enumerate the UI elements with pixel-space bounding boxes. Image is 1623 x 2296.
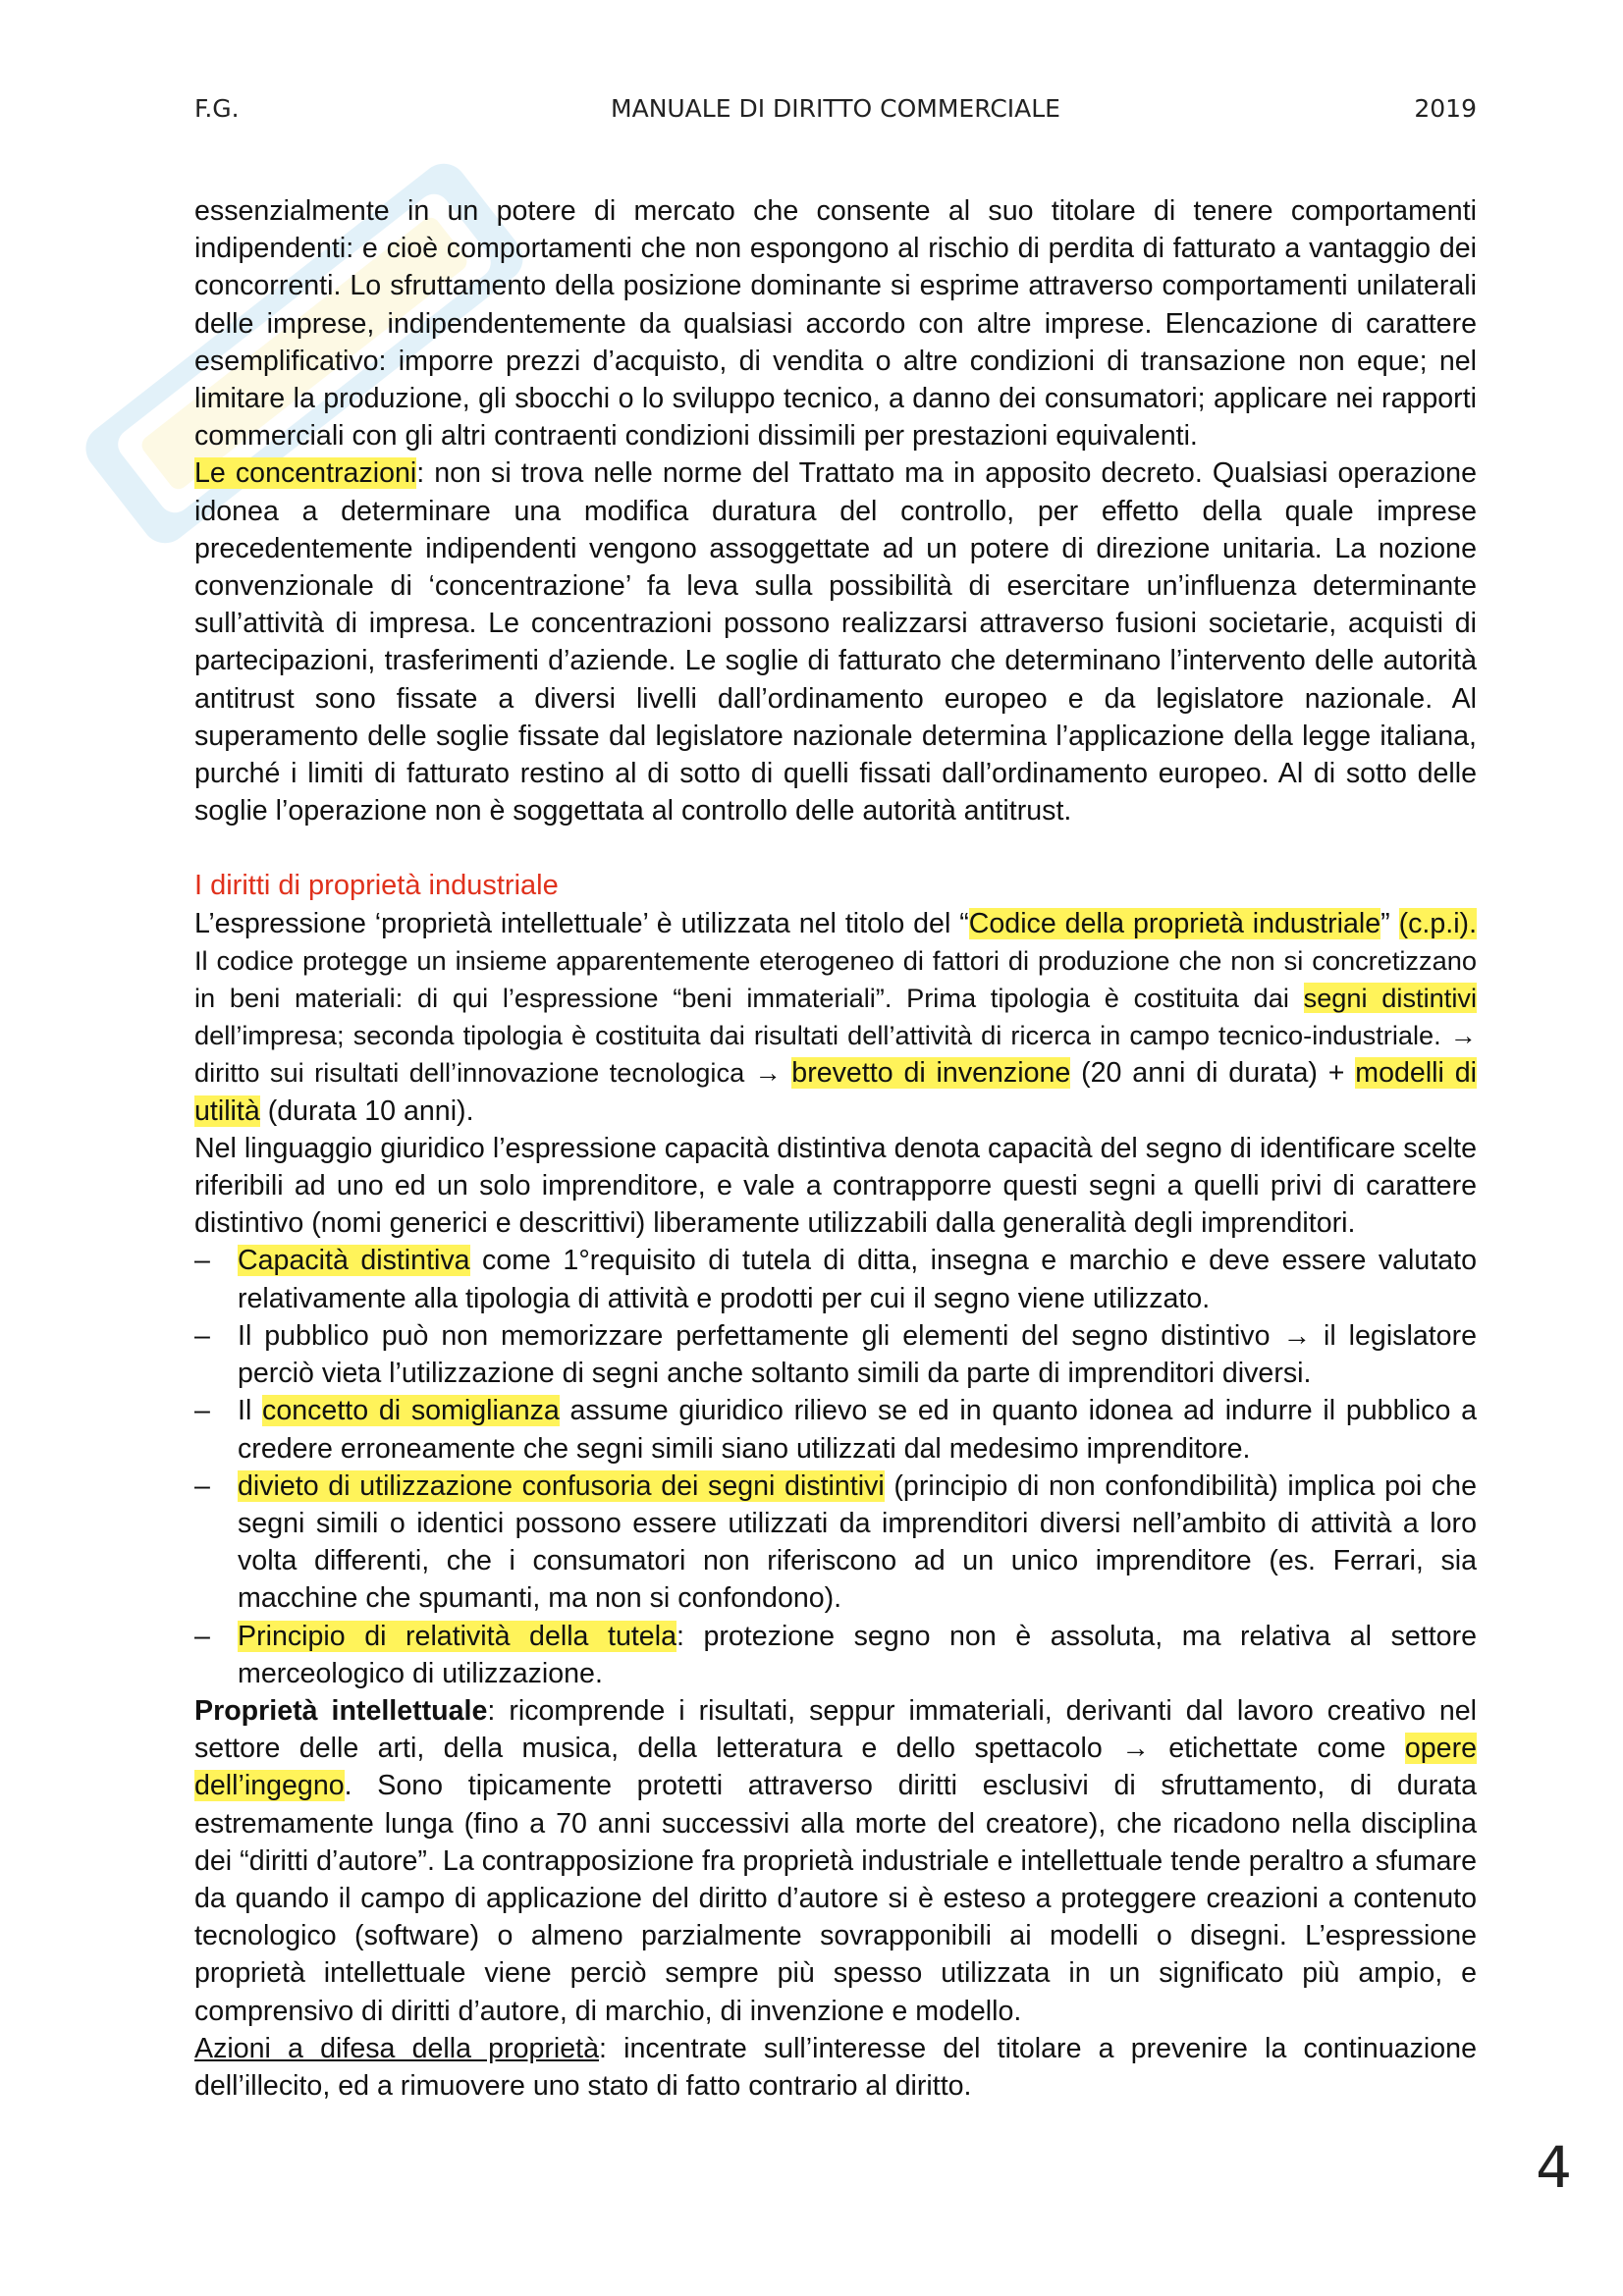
- highlight-somiglianza: concetto di somiglianza: [262, 1395, 560, 1427]
- text-run: assume giuridico rilievo se ed in quanto idonea ad indurre il pubblico a credere erroneamente che segni simili siano utilizzati dal medesimo imprenditore.: [238, 1395, 1477, 1465]
- text-run: : protezione segno non è assoluta, ma relativa al settore merceologico di utilizzazione.: [238, 1620, 1477, 1689]
- header-year: 2019: [1414, 94, 1477, 123]
- text-run: Il pubblico può non memorizzare perfettamente gli elementi del segno distintivo → il legislatore perciò vieta l’utilizzazione di segni anche soltanto simili da parte di imprenditori diversi.: [238, 1319, 1477, 1390]
- text-run: L’espressione ‘proprietà intellettuale’ è utilizzata nel titolo del “: [194, 907, 969, 939]
- page-header: [194, 94, 1477, 137]
- highlight-codice: Codice della proprietà industriale: [968, 907, 1381, 939]
- highlight-divieto: divieto di utilizzazione confusoria dei segni distintivi: [238, 1469, 885, 1502]
- header-title: MANUALE DI DIRITTO COMMERCIALE: [611, 94, 1060, 123]
- list-item: [194, 1618, 1477, 1692]
- text-run: : incentrate sull’interesse del titolare a prevenire la continuazione dell’illecito, ed a rimuovere uno stato di fatto contrario al diritto.: [194, 2032, 1477, 2102]
- dash-bullet: –: [194, 1469, 210, 1502]
- text-run: Il: [238, 1395, 263, 1427]
- highlight-cpi: (c.p.i).: [1398, 907, 1478, 939]
- dash-bullet: –: [194, 1620, 210, 1652]
- underlined-term: Azioni a difesa della proprietà: [194, 2032, 600, 2064]
- paragraph-dominant-position: essenzialmente in un potere di mercato che consente al suo titolare di tenere comportamenti indipendenti: e cioè comportamenti che non espongono al rischio di perdita di fatturato a vantaggio dei concorrenti. Lo sfruttamento della posizione dominante si esprime attraverso comportamenti unilaterali delle imprese, indipendentemente da qualsiasi accordo con altre imprese. Elencazione di carattere esemplificativo: imporre prezzi d’acquisto, di vendita o altre condizioni di transazione non eque; nel limitare la produzione, gli sbocchi o lo sviluppo tecnico, a danno dei consumatori; applicare nei rapporti commerciali con gli altri contraenti condizioni dissimili per prestazioni equivalenti.: [194, 195, 1477, 453]
- dash-bullet: –: [194, 1319, 210, 1352]
- page-number: 4: [1536, 2134, 1572, 2201]
- highlight-concentrations: Le concentrazioni: [194, 457, 417, 490]
- list-item: [194, 1392, 1477, 1467]
- header-author: F.G.: [194, 94, 240, 123]
- text-run: : ricomprende i risultati, seppur immateriali, derivanti dal lavoro creativo nel settore delle arti, della musica, della letteratura e dello spettacolo → etichettate come: [194, 1694, 1477, 1765]
- document-body: [194, 192, 1477, 2105]
- highlight-modelli-utilita: modelli di utilità: [194, 1057, 1477, 1127]
- spacer: [194, 829, 1477, 867]
- paragraph-intellectual-property: [194, 1692, 1477, 2030]
- concentrations-text: : non si trova nelle norme del Trattato ma in apposito decreto. Qualsiasi operazione idonea a determinare una modifica duratura del controllo, per effetto della quale imprese precedentemente indipendenti vengono assoggettate ad un potere di direzione unitaria. La nozione convenzionale di ‘concentrazione’ fa leva sulla possibilità di esercitare un’influenza determinante sull’attività di impresa. Le concentrazioni possono realizzarsi attraverso fusioni societarie, acquisti di partecipazioni, trasferimenti d’aziende. Le soglie di fatturato che determinano l’intervento delle autorità antitrust sono fissate a diversi livelli dall’ordinamento europeo e da legislatore nazionale. Al superamento delle soglie fissate dal legislatore nazionale determina l’applicazione della legge italiana, purché i limiti di fatturato restino al di sotto di quelli fissati dall’ordinamento europeo. Al di sotto delle soglie l’operazione non è soggettata al controllo delle autorità antitrust.: [194, 457, 1477, 828]
- paragraph-distinctive-capacity: Nel linguaggio giuridico l’espressione capacità distintiva denota capacità del segno di identificare scelte riferibili ad uno ed un solo imprenditore, e vale a contrapporre questi segni a quelli privi di carattere distintivo (nomi generici e descrittivi) liberamente utilizzabili dalla generalità degli imprenditori.: [194, 1132, 1477, 1240]
- paragraph-industrial-property: [194, 905, 1477, 1130]
- text-run: Il codice protegge un insieme apparentemente eterogeneo di fattori di produzione che non si concretizzano in beni materiali: di qui l’espressione “beni immateriali”. Prima tipologia è costituita dai: [194, 944, 1477, 1014]
- text-run: come 1°requisito di tutela di ditta, insegna e marchio e deve essere valutato relativamente alla tipologia di attività e prodotti per cui il segno viene utilizzato.: [238, 1245, 1478, 1314]
- text-run: (20 anni di durata) +: [1070, 1057, 1356, 1090]
- highlight-segni-distintivi: segni distintivi: [1303, 983, 1477, 1014]
- list-item: [194, 1468, 1477, 1618]
- paragraph-concentrations: [194, 454, 1477, 829]
- bold-term: Proprietà intellettuale: [194, 1694, 488, 1727]
- text-run: . Sono tipicamente protetti attraverso diritti esclusivi di sfruttamento, di durata estremamente lunga (fino a 70 anni successivi alla morte del creatore), che ricadono nella disciplina dei “diritti d’autore”. La contrapposizione fra proprietà industriale e intellettuale tende peraltro a sfumare da quando il campo di applicazione del diritto d’autore si è esteso a proteggere creazioni a contenuto tecnologico (software) o almeno parzialmente sovrapponibili ai modelli o disegni. L’espressione proprietà intellettuale viene perciò sempre più spesso utilizzata in un significato più ampio, e comprensivo di diritti d’autore, di marchio, di invenzione e modello.: [194, 1770, 1477, 2027]
- dash-bullet: –: [194, 1395, 210, 1427]
- highlight-opere-ingegno: opere dell’ingegno: [194, 1733, 1477, 1802]
- list-item: [194, 1242, 1477, 1316]
- highlight-capacita: Capacità distintiva: [238, 1245, 470, 1277]
- text-run: (durata 10 anni).: [259, 1095, 474, 1127]
- list-item: [194, 1317, 1477, 1392]
- highlight-relativita: Principio di relatività della tutela: [238, 1620, 676, 1652]
- dash-bullet: –: [194, 1245, 210, 1277]
- requirements-list: [194, 1242, 1477, 1691]
- text-run: dell’impresa; seconda tipologia è costituita dai risultati dell’attività di ricerca in campo tecnico-industriale. → diritto sui risultati dell’innovazione tecnologica →: [194, 1020, 1477, 1089]
- paragraph-actions: [194, 2030, 1477, 2105]
- text-run: ”: [1380, 907, 1399, 939]
- highlight-brevetto: brevetto di invenzione: [791, 1057, 1071, 1090]
- text-run: (principio di non confondibilità) implica poi che segni simili o identici possono essere utilizzati da imprenditori diversi nell’ambito di attività a loro volta differenti, che i consumatori non riferiscono ad un unico imprenditore (es. Ferrari, sia macchine che spumanti, ma non si confondono).: [238, 1469, 1477, 1615]
- section-title: I diritti di proprietà industriale: [194, 870, 559, 902]
